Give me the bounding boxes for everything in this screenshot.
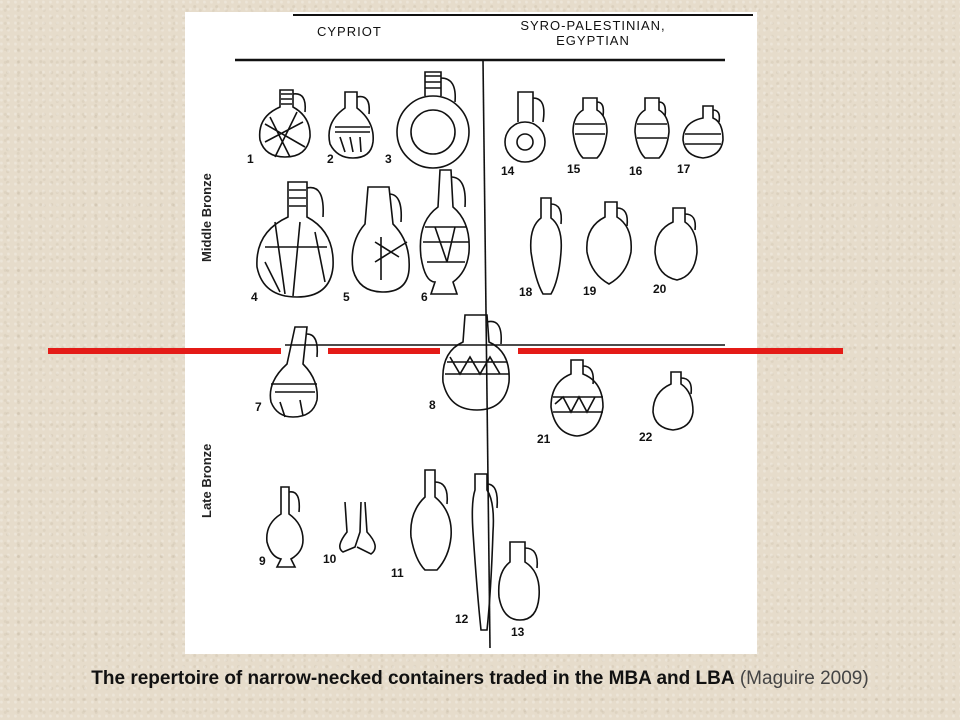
vessel-22	[653, 372, 693, 430]
vessel-number: 20	[653, 282, 667, 296]
vessel-16	[635, 98, 669, 158]
vessel-number: 8	[429, 398, 436, 412]
vessel-13	[499, 542, 539, 620]
vessel-number: 16	[629, 164, 643, 178]
red-divider-segment-3	[518, 348, 843, 354]
period-label-middle-bronze: Middle Bronze	[199, 173, 214, 262]
vessel-9	[267, 487, 303, 567]
vessel-number: 3	[385, 152, 392, 166]
vessel-number: 19	[583, 284, 597, 298]
vessel-number: 22	[639, 430, 653, 444]
figure-caption	[0, 668, 960, 690]
vessel-15	[573, 98, 607, 158]
vessel-number: 15	[567, 162, 581, 176]
vessel-5	[352, 187, 409, 292]
vessel-number: 1	[247, 152, 254, 166]
vessel-19	[587, 202, 631, 284]
vessel-17	[683, 106, 723, 158]
vessel-number: 17	[677, 162, 691, 176]
vessel-2	[329, 92, 373, 158]
vessel-number: 11	[391, 566, 404, 580]
vessel-11	[411, 470, 451, 570]
vessel-number: 6	[421, 290, 428, 304]
vessel-number: 7	[255, 400, 262, 414]
vessel-chart-figure	[185, 12, 757, 654]
column-header-syro-palestinian	[503, 18, 683, 48]
vessel-number: 18	[519, 285, 533, 299]
vessel-number: 5	[343, 290, 350, 304]
column-header-cypriot: CYPRIOT	[317, 24, 382, 39]
red-divider-segment-1	[48, 348, 281, 354]
vessel-number: 2	[327, 152, 334, 166]
vessel-number: 9	[259, 554, 266, 568]
vessel-14	[505, 92, 545, 162]
caption-citation: (Maguire 2009)	[739, 668, 869, 689]
red-divider-segment-2	[328, 348, 440, 354]
vessel-number: 14	[501, 164, 515, 178]
vessel-3	[397, 72, 469, 168]
vessel-8	[443, 315, 509, 410]
vessel-1	[260, 90, 310, 157]
vessel-number: 4	[251, 290, 258, 304]
vessel-10	[340, 502, 375, 554]
vessel-number: 10	[323, 552, 337, 566]
vessel-12	[472, 474, 497, 630]
period-label-late-bronze: Late Bronze	[199, 443, 214, 518]
vessel-number: 21	[537, 432, 551, 446]
caption-main-text: The repertoire of narrow-necked containers traded in the MBA and LBA	[91, 668, 735, 689]
vessel-6	[420, 170, 469, 294]
vessel-20	[655, 208, 697, 280]
vessel-number: 12	[455, 612, 469, 626]
vessel-18	[531, 198, 562, 294]
vessel-21	[551, 360, 603, 436]
column-header-syro-line1: SYRO-PALESTINIAN,	[520, 18, 666, 33]
vessel-4	[257, 182, 333, 297]
vessel-drawings	[185, 12, 757, 654]
column-header-syro-line2: EGYPTIAN	[556, 33, 630, 48]
vessel-number: 13	[511, 625, 525, 639]
vessel-7	[270, 327, 317, 417]
